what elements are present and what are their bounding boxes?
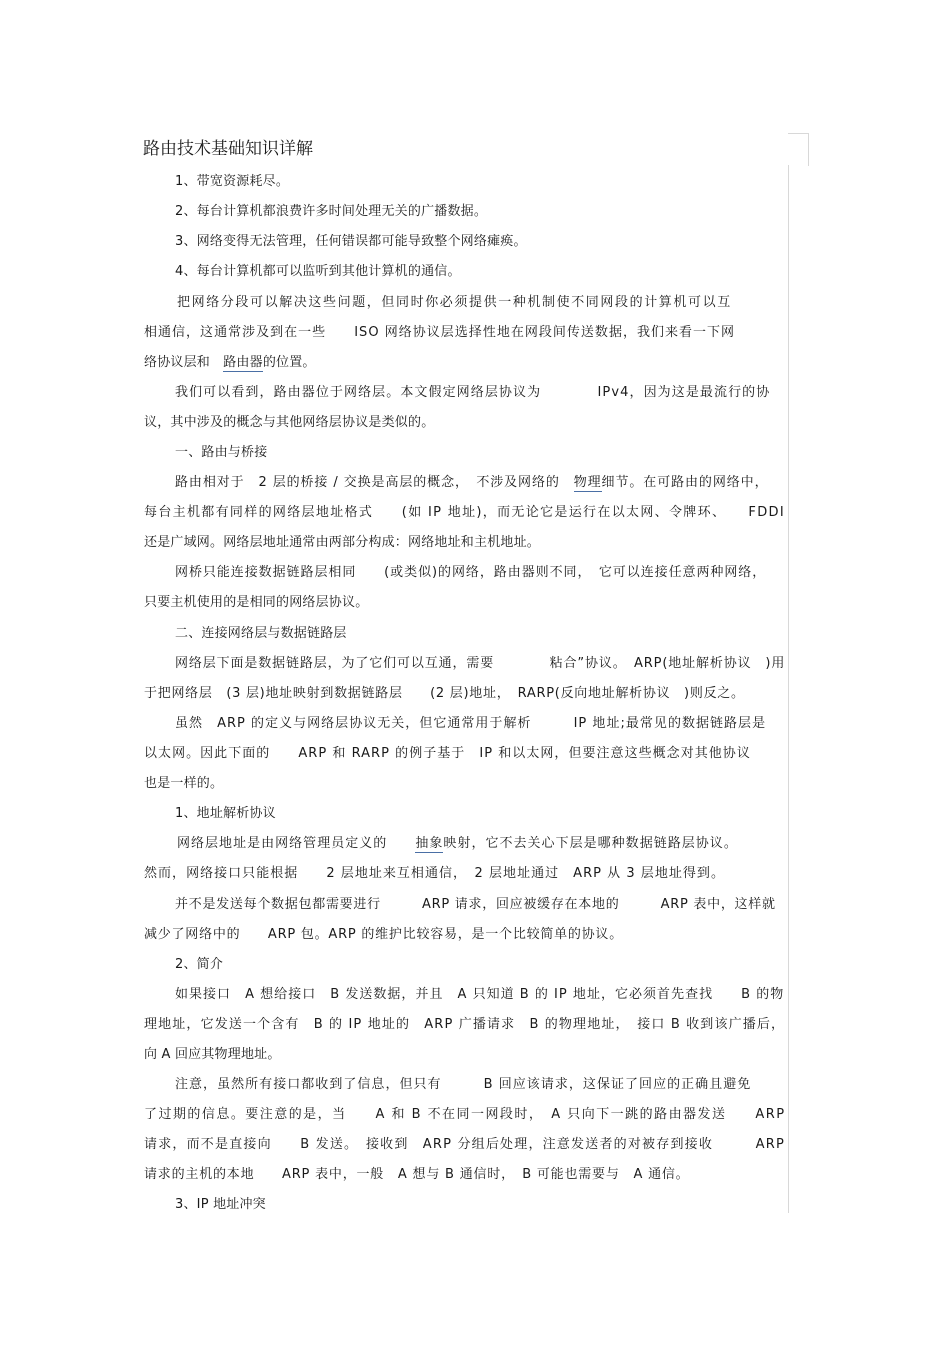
text-line: 然而，网络接口只能根据 2 层地址来互相通信， 2 层地址通过 ARP 从 3 层地址得到。	[144, 866, 725, 881]
text-line: 2、简介	[175, 957, 224, 972]
text-line: 如果接口 A 想给接口 B 发送数据，并且 A 只知道 B 的 IP 地址，它必须首先查找 B 的物	[175, 987, 785, 1002]
text-line: 注意，虽然所有接口都收到了信息，但只有 B 回应该请求，这保证了回应的正确且避免	[175, 1077, 752, 1092]
page-frame-corner	[788, 133, 809, 166]
text-line: 议，其中涉及的概念与其他网络层协议是类似的。	[144, 415, 435, 430]
underlined-term: 抽象	[415, 836, 444, 851]
page-title: 路由技术基础知识详解	[143, 139, 313, 159]
text-line: 向 A 回应其物理地址。	[144, 1047, 281, 1062]
text-line: 3、IP 地址冲突	[175, 1197, 266, 1212]
text-line: 网桥只能连接数据链路层相同 (或类似)的网络，路由器则不同， 它可以连接任意两种网络，	[175, 565, 767, 580]
underlined-term: 物理	[573, 475, 602, 490]
text-line: 我们可以看到，路由器位于网络层。本文假定网络层协议为 IPv4，因为这是最流行的协	[175, 385, 771, 400]
text-line: 3、网络变得无法管理，任何错误都可能导致整个网络瘫痪。	[175, 234, 527, 249]
text-line: 以太网。因此下面的 ARP 和 RARP 的例子基于 IP 和以太网，但要注意这些概念对其他协议	[144, 746, 751, 761]
text-segment: 细节。在可路由的网络中，	[601, 475, 769, 490]
text-line: 请求的主机的本地 ARP 表中，一般 A 想与 B 通信时， B 可能也需要与 A 通信。	[144, 1167, 690, 1182]
text-line	[177, 835, 738, 853]
text-line: 只要主机使用的是相同的网络层协议。	[144, 595, 369, 610]
text-line: 还是广域网。网络层地址通常由两部分构成：网络地址和主机地址。	[144, 535, 541, 550]
text-segment: 映射，它不去关心下层是哪种数据链路层协议。	[443, 836, 738, 851]
text-segment: 路由相对于 2 层的桥接 / 交换是高层的概念， 不涉及网络的	[175, 475, 574, 490]
page-frame-edge	[788, 165, 789, 1213]
text-line: 了过期的信息。要注意的是，当 A 和 B 不在同一网段时， A 只向下一跳的路由器发送 ARP	[144, 1107, 786, 1122]
text-line: 2、每台计算机都浪费许多时间处理无关的广播数据。	[175, 204, 488, 219]
text-line: 并不是发送每个数据包都需要进行 ARP 请求，回应被缓存在本地的 ARP 表中，这样就	[175, 897, 776, 912]
text-line	[144, 354, 316, 372]
text-line: 1、地址解析协议	[175, 806, 276, 821]
text-line: 把网络分段可以解决这些问题，但同时你必须提供一种机制使不同网段的计算机可以互	[177, 295, 732, 310]
text-line: 相通信，这通常涉及到在一些 ISO 网络协议层选择性地在网段间传送数据，我们来看一下网	[144, 325, 736, 340]
text-line: 4、每台计算机都可以监听到其他计算机的通信。	[175, 264, 461, 279]
text-line: 请求，而不是直接向 B 发送。 接收到 ARP 分组后处理，注意发送者的对被存到接收 ARP	[144, 1137, 786, 1152]
text-line: 理地址，它发送一个含有 B 的 IP 地址的 ARP 广播请求 B 的物理地址， 接口 B 收到该广播后，	[144, 1017, 786, 1032]
text-line	[175, 474, 768, 492]
text-line: 减少了网络中的 ARP 包。ARP 的维护比较容易，是一个比较简单的协议。	[144, 927, 623, 942]
text-segment: 络协议层和	[144, 355, 224, 370]
text-line: 于把网络层 (3 层)地址映射到数据链路层 (2 层)地址， RARP(反向地址解析协议 )则反之。	[144, 686, 745, 701]
underlined-term: 路由器	[223, 355, 263, 370]
text-line: 一、路由与桥接	[175, 445, 268, 460]
text-line: 1、带宽资源耗尽。	[175, 174, 290, 189]
text-segment: 的位置。	[262, 355, 316, 370]
text-line: 网络层下面是数据链路层，为了它们可以互通，需要 粘合”协议。 ARP(地址解析协议 )用	[175, 656, 786, 671]
text-line: 也是一样的。	[144, 776, 224, 791]
text-segment: 网络层地址是由网络管理员定义的	[177, 836, 416, 851]
text-line: 每台主机都有同样的网络层地址格式 (如 IP 地址)，而无论它是运行在以太网、令牌环、 FDDI	[144, 505, 786, 520]
text-line: 虽然 ARP 的定义与网络层协议无关，但它通常用于解析 IP 地址;最常见的数据链路层是	[175, 716, 767, 731]
text-line: 二、连接网络层与数据链路层	[175, 626, 347, 641]
